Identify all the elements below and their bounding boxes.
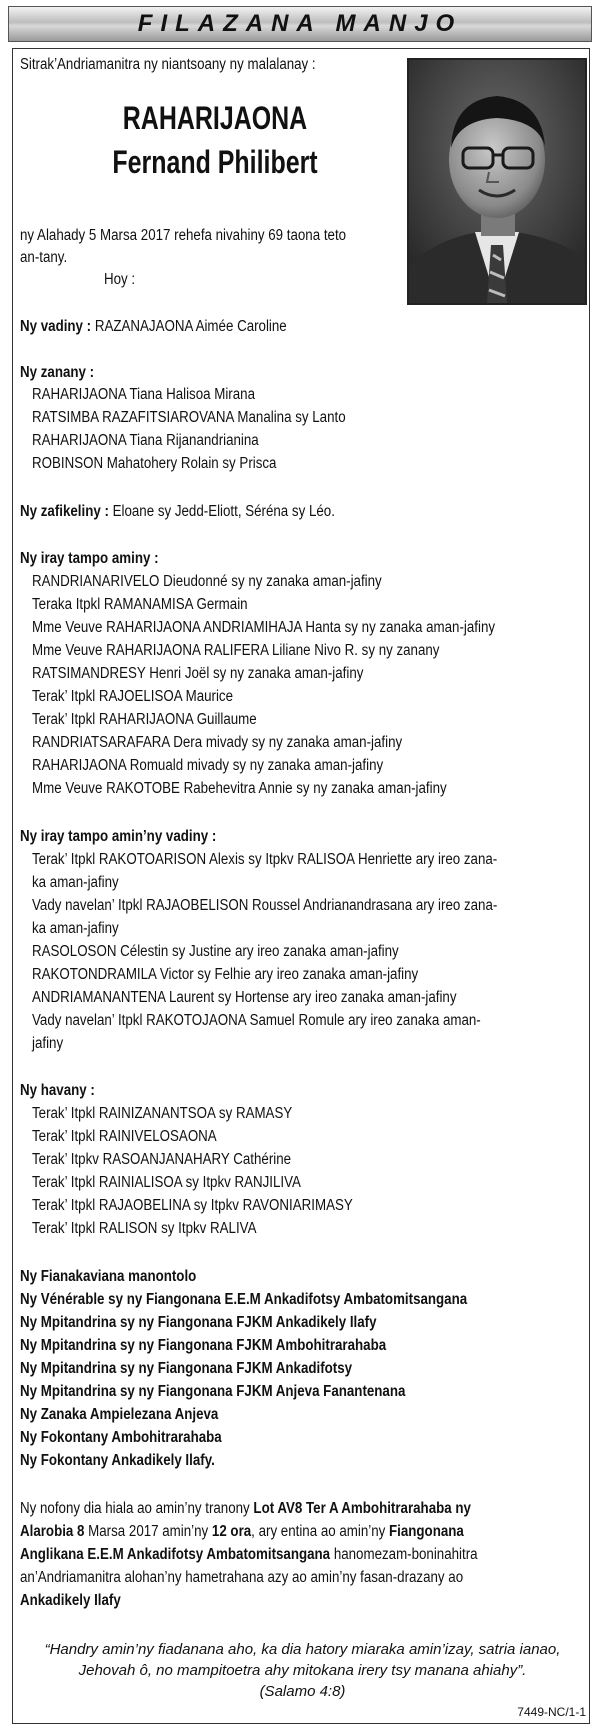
children-label: Ny zanany : bbox=[20, 364, 95, 381]
organization-line: Ny Mpitandrina sy ny Fiangonana FJKM Ankadikely Ilafy bbox=[20, 1314, 377, 1331]
hoy-label: Hoy : bbox=[104, 271, 136, 288]
organization-line: Ny Mpitandrina sy ny Fiangonana FJKM Ambohitrarahaba bbox=[20, 1337, 387, 1354]
funeral-address: Lot AV8 Ter A Ambohitrarahaba ny bbox=[253, 1500, 471, 1517]
sibling-line: RANDRIANARIVELO Dieudonné sy ny zanaka aman-jafiny bbox=[32, 573, 382, 590]
child-line: RAHARIJAONA Tiana Rijanandrianina bbox=[32, 432, 259, 449]
funeral-text: , ary entina ao amin’ny bbox=[251, 1523, 390, 1540]
sibling-line: Teraka Itpkl RAMANAMISA Germain bbox=[32, 596, 248, 613]
funeral-line-3 bbox=[20, 1546, 478, 1564]
header-banner bbox=[8, 6, 592, 42]
funeral-line-2 bbox=[20, 1523, 464, 1541]
grandchildren-label: Ny zafikeliny : bbox=[20, 503, 109, 520]
portrait-illustration bbox=[409, 60, 585, 303]
sibling-line: Terak’ Itpkl RAHARIJAONA Guillaume bbox=[32, 711, 257, 728]
organization-line: Ny Vénérable sy ny Fiangonana E.E.M Ankadifotsy Ambatomitsangana bbox=[20, 1291, 468, 1308]
funeral-line-1 bbox=[20, 1500, 471, 1518]
spouse-label: Ny vadiny : bbox=[20, 318, 92, 335]
in-law-line: RAKOTONDRAMILA Victor sy Felhie ary ireo zanaka aman-jafiny bbox=[32, 966, 419, 983]
in-law-line: Vady navelan’ Itpkl RAJAOBELISON Roussel Andrianandrasana ary ireo zana- bbox=[32, 897, 498, 914]
relatives-label: Ny havany : bbox=[20, 1082, 95, 1099]
child-line: ROBINSON Mahatohery Rolain sy Prisca bbox=[32, 455, 277, 472]
funeral-text: Marsa 2017 amin’ny bbox=[84, 1523, 212, 1540]
bible-verse-line-1: “Handry amin’ny fiadanana aho, ka dia hatory miaraka amin’izay, satria ianao, bbox=[44, 1641, 561, 1658]
organization-line: Ny Fokontany Ambohitrarahaba bbox=[20, 1429, 222, 1446]
in-laws-label: Ny iray tampo amin’ny vadiny : bbox=[20, 828, 217, 845]
relative-line: Terak’ Itpkl RALISON sy Itpkv RALIVA bbox=[32, 1220, 257, 1237]
deceased-given-names: Fernand Philibert bbox=[112, 144, 318, 180]
grandchildren-row bbox=[20, 503, 335, 521]
child-line: RATSIMBA RAZAFITSIAROVANA Manalina sy Lanto bbox=[32, 409, 346, 426]
spouse-row bbox=[20, 318, 287, 336]
funeral-church: Anglikana E.E.M Ankadifotsy Ambatomitsangana bbox=[20, 1546, 331, 1563]
in-law-line: ANDRIAMANANTENA Laurent sy Hortense ary ireo zanaka aman-jafiny bbox=[32, 989, 457, 1006]
in-law-line: ka aman-jafiny bbox=[32, 920, 119, 937]
funeral-text: Ny nofony dia hiala ao amin’ny tranony bbox=[20, 1500, 254, 1517]
relative-line: Terak’ Itpkv RASOANJANAHARY Cathérine bbox=[32, 1151, 292, 1168]
in-law-line: jafiny bbox=[32, 1035, 64, 1052]
deceased-surname: RAHARIJAONA bbox=[122, 100, 308, 136]
header-title: FILAZANA MANJO bbox=[137, 10, 463, 37]
funeral-line-4: an’Andriamanitra alohan’ny hametrahana azy ao amin’ny fasan-drazany ao bbox=[20, 1569, 464, 1586]
funeral-text: hanomezam-boninahitra bbox=[330, 1546, 478, 1563]
sibling-line: RAHARIJAONA Romuald mivady sy ny zanaka aman-jafiny bbox=[32, 757, 384, 774]
child-line: RAHARIJAONA Tiana Halisoa Mirana bbox=[32, 386, 255, 403]
in-law-line: ka aman-jafiny bbox=[32, 874, 119, 891]
grandchildren-names: Eloane sy Jedd-Eliott, Séréna sy Léo. bbox=[112, 503, 335, 520]
in-law-line: Terak’ Itpkl RAKOTOARISON Alexis sy Itpkv RALISOA Henriette ary ireo zana- bbox=[32, 851, 498, 868]
organization-line: Ny Mpitandrina sy ny Fiangonana FJKM Anjeva Fanantenana bbox=[20, 1383, 406, 1400]
bible-verse-line-2: Jehovah ô, no mampitoetra ahy mitokana irery tsy manana ahiahy”. bbox=[78, 1662, 527, 1679]
relative-line: Terak’ Itpkl RAINIZANANTSOA sy RAMASY bbox=[32, 1105, 293, 1122]
funeral-burial-place: Ankadikely Ilafy bbox=[20, 1592, 121, 1609]
relative-line: Terak’ Itpkl RAJAOBELINA sy Itpkv RAVONIARIMASY bbox=[32, 1197, 353, 1214]
sibling-line: Mme Veuve RAHARIJAONA RALIFERA Liliane Nivo R. sy ny zanany bbox=[32, 642, 440, 659]
relative-line: Terak’ Itpkl RAINIVELOSAONA bbox=[32, 1128, 217, 1145]
organization-line: Ny Fianakaviana manontolo bbox=[20, 1268, 197, 1285]
sibling-line: Terak’ Itpkl RAJOELISOA Maurice bbox=[32, 688, 234, 705]
death-announcement-line-1: ny Alahady 5 Marsa 2017 rehefa nivahiny 69 taona teto bbox=[20, 227, 347, 244]
organization-line: Ny Zanaka Ampielezana Anjeva bbox=[20, 1406, 219, 1423]
in-law-line: RASOLOSON Célestin sy Justine ary ireo zanaka aman-jafiny bbox=[32, 943, 399, 960]
spouse-name: RAZANAJAONA Aimée Caroline bbox=[94, 318, 287, 335]
funeral-time: 12 ora bbox=[211, 1523, 252, 1540]
sibling-line: Mme Veuve RAHARIJAONA ANDRIAMIHAJA Hanta sy ny zanaka aman-jafiny bbox=[32, 619, 496, 636]
funeral-day: Alarobia 8 bbox=[20, 1523, 85, 1540]
intro-text: Sitrak’Andriamanitra ny niantsoany ny malalanay : bbox=[20, 56, 316, 73]
ad-reference-code: 7449-NC/1-1 bbox=[517, 1705, 586, 1719]
deceased-portrait-photo bbox=[407, 58, 587, 305]
sibling-line: Mme Veuve RAKOTOBE Rabehevitra Annie sy ny zanaka aman-jafiny bbox=[32, 780, 447, 797]
organization-line: Ny Mpitandrina sy ny Fiangonana FJKM Ankadifotsy bbox=[20, 1360, 353, 1377]
bible-verse-reference: (Salamo 4:8) bbox=[259, 1683, 346, 1700]
death-announcement-line-2: an-tany. bbox=[20, 249, 68, 266]
sibling-line: RATSIMANDRESY Henri Joël sy ny zanaka aman-jafiny bbox=[32, 665, 364, 682]
funeral-church: Fiangonana bbox=[389, 1523, 464, 1540]
relative-line: Terak’ Itpkl RAINIALISOA sy Itpkv RANJILIVA bbox=[32, 1174, 301, 1191]
siblings-label: Ny iray tampo aminy : bbox=[20, 550, 159, 567]
in-law-line: Vady navelan’ Itpkl RAKOTOJAONA Samuel Romule ary ireo zanaka aman- bbox=[32, 1012, 481, 1029]
organization-line: Ny Fokontany Ankadikely Ilafy. bbox=[20, 1452, 215, 1469]
sibling-line: RANDRIATSARAFARA Dera mivady sy ny zanaka aman-jafiny bbox=[32, 734, 403, 751]
